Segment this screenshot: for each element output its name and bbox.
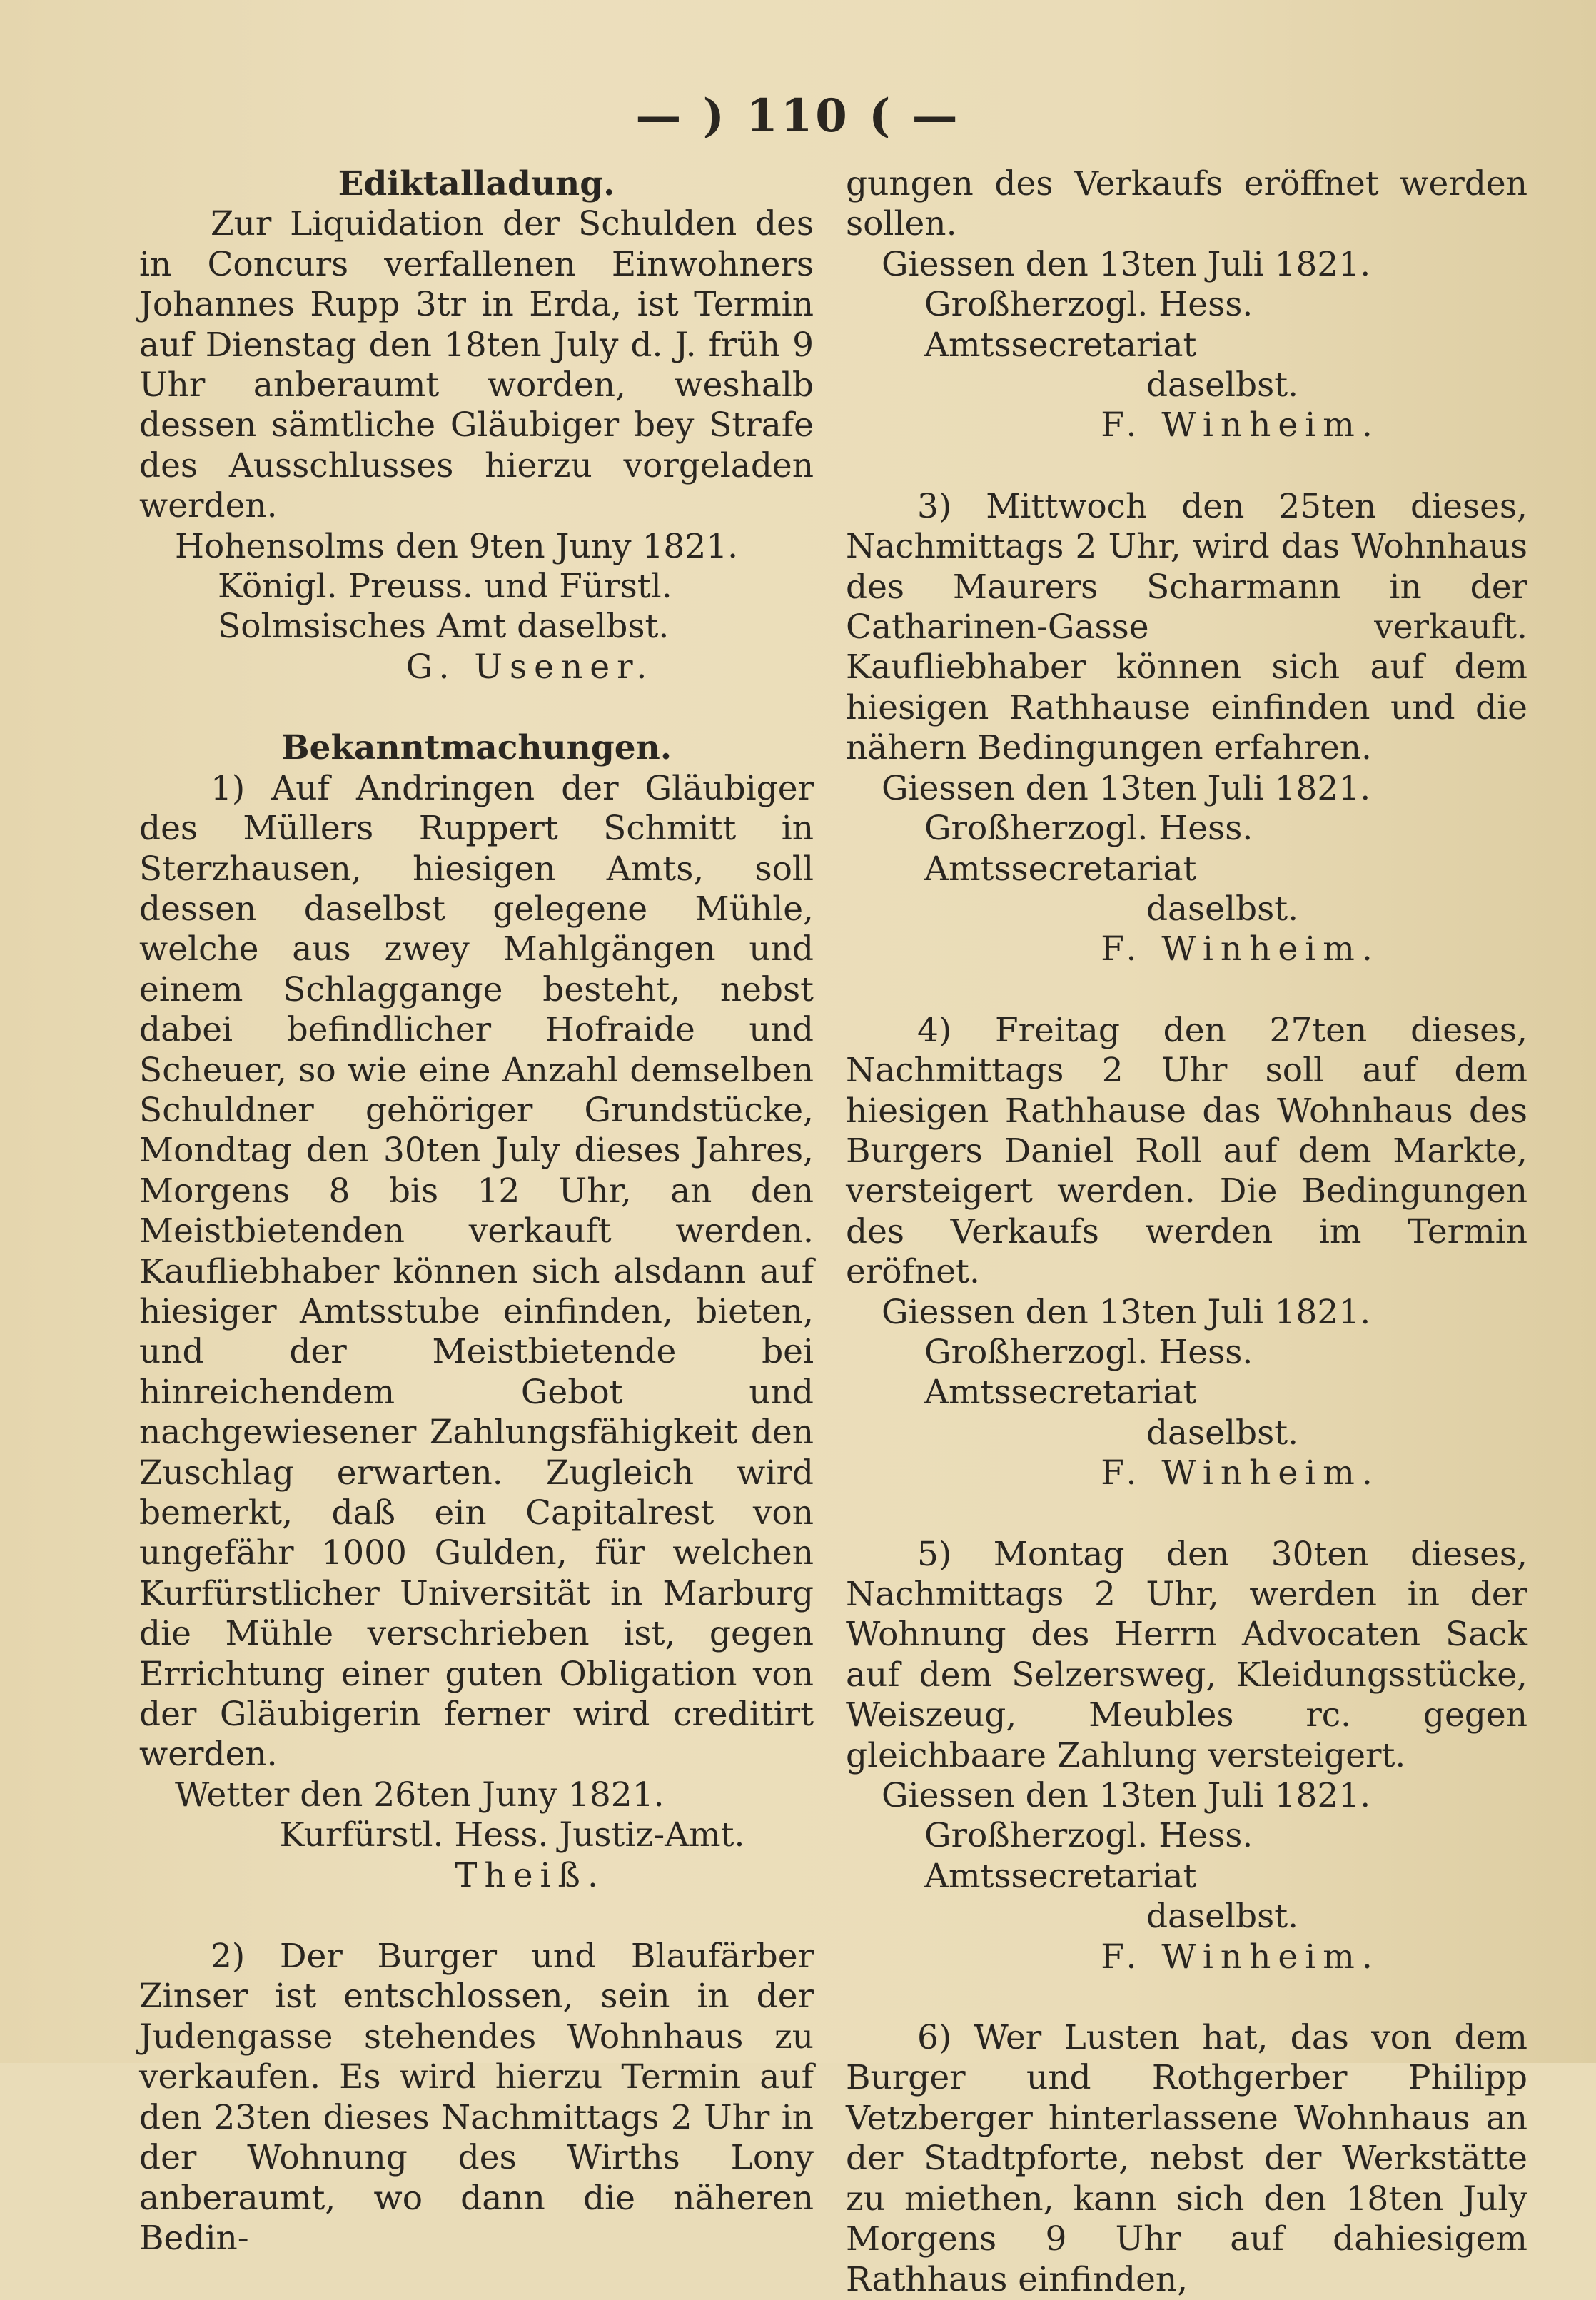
notice-office: daselbst. [1146,889,1299,929]
notice-office: Großherzogl. Hess. Amtssecretariat [924,809,1253,889]
notice-office: daselbst. [1146,1413,1299,1453]
section-gap [846,446,1527,487]
notice-signature: F. Winheim. [1101,405,1380,445]
page-header: — ) 110 ( — [635,89,961,143]
notice-date: Hohensolms den 9ten Juny 1821. [175,526,739,566]
notice-date: Giessen den 13ten Juli 1821. [882,244,1371,284]
notice-signature: F. Winheim. [1101,929,1380,969]
notice-signature: Theiß. [455,1855,605,1895]
notice-office: Königl. Preuss. und Fürstl. Solmsisches Amt daselbst. [218,567,672,647]
section-gap [846,1977,1527,2018]
notice-office: daselbst. [1146,365,1299,405]
notice-paragraph: 3) Mittwoch den 25ten dieses, Nachmittags 2 Uhr, wird das Wohnhaus des Maurers Scharmann in der Catharinen-Gasse verkauft. Kaufliebhaber können sich auf dem hiesigen Rathhause einfinden und die nähern Bedingungen erfahren. [846,486,1527,768]
notice-paragraph: 5) Montag den 30ten dieses, Nachmittags 2 Uhr, werden in der Wohnung des Herrn Advocaten Sack auf dem Selzersweg, Kleidungsstücke, Weiszeug, Meubles rc. gegen gleichbaare Zahlung versteigert. [846,1534,1527,1775]
notice-office: daselbst. [1146,1897,1299,1937]
notice-paragraph: 2) Der Burger und Blaufärber Zinser ist entschlossen, sein in der Judengasse stehendes Wohnhaus zu verkaufen. Es wird hierzu Termin auf den 23ten dieses Nachmittags 2 Uhr in der Wohnung des Wirths Lony anberaumt, wo dann die näheren Bedin- [139,1937,814,2258]
notice-signature: F. Winheim. [1101,1453,1380,1493]
notice-date: Giessen den 13ten Juli 1821. [882,768,1371,808]
notice-paragraph: 4) Freitag den 27ten dieses, Nachmittags 2 Uhr soll auf dem hiesigen Rathhause das Wohnhaus des Burgers Daniel Roll auf dem Markte, versteigert werden. Die Bedingungen des Verkaufs werden im Termin eröfnet. [846,1010,1527,1292]
section-heading: Ediktalladung. [338,164,615,203]
section-gap [139,1896,814,1937]
notice-office: Großherzogl. Hess. Amtssecretariat [924,1816,1253,1896]
section-gap [139,687,814,728]
notice-paragraph: 1) Auf Andringen der Gläubiger des Müllers Ruppert Schmitt in Sterzhausen, hiesigen Amts, soll dessen daselbst gelegene Mühle, welche aus zwey Mahlgängen und einem Schlaggange besteht, nebst dabei befindlicher Hofraide und Scheuer, so wie eine Anzahl demselben Schuldner gehöriger Grundstücke, Mondtag den 30ten July dieses Jahres, Morgens 8 bis 12 Uhr, an den Meistbietenden verkauft werden. Kaufliebhaber können sich alsdann auf hiesiger Amtsstube einfinden, bieten, und der Meistbietende bei hinreichendem Gebot und nachgewiesener Zahlungsfähigkeit den Zuschlag erwarten. Zugleich wird bemerkt, daß ein Capitalrest von ungefähr 1000 Gulden, für welchen Kurfürstlicher Universität in Marburg die Mühle verschrieben ist, gegen Errichtung einer guten Obligation von der Gläubigerin ferner wird creditirt werden. [139,768,814,1775]
notice-paragraph: gungen des Verkaufs eröffnet werden sollen. [846,164,1527,244]
notice-office: Kurfürstl. Hess. Justiz-Amt. [279,1815,745,1855]
notice-signature: G. Usener. [405,647,655,687]
notice-office: Großherzogl. Hess. Amtssecretariat [924,285,1253,365]
left-column [139,164,814,2259]
notice-date: Giessen den 13ten Juli 1821. [882,1776,1371,1816]
notice-paragraph: 6) Wer Lusten hat, das von dem Burger und Rothgerber Philipp Vetzberger hinterlassene Wohnhaus an der Stadtpforte, nebst der Werkstätte zu miethen, kann sich den 18ten July Morgens 9 Uhr auf dahiesigem Rathhaus einfinden, [846,2018,1527,2299]
notice-date: Wetter den 26ten Juny 1821. [175,1775,665,1815]
notice-office: Großherzogl. Hess. Amtssecretariat [924,1332,1253,1413]
section-gap [846,1494,1527,1535]
notice-signature: F. Winheim. [1101,1937,1380,1977]
section-heading: Bekanntmachungen. [281,728,672,768]
notice-date: Giessen den 13ten Juli 1821. [882,1292,1371,1332]
right-column [846,164,1527,2300]
notice-paragraph: Zur Liquidation der Schulden des in Concurs verfallenen Einwohners Johannes Rupp 3tr in Erda, ist Termin auf Dienstag den 18ten July d. J. früh 9 Uhr anberaumt worden, weshalb dessen sämtliche Gläubiger bey Strafe des Ausschlusses hierzu vorgeladen werden. [139,204,814,526]
section-gap [846,970,1527,1011]
